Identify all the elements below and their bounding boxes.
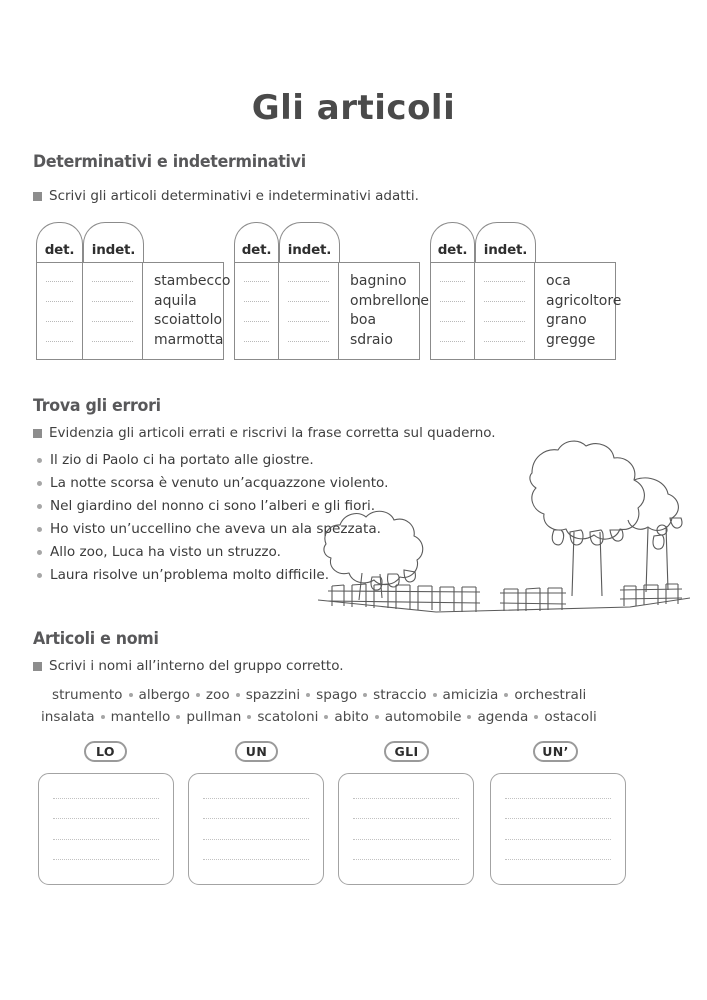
instruction-text: Evidenzia gli articoli errati e riscrivi la frase corretta sul quaderno.: [49, 425, 496, 441]
dot-bullet-icon: [37, 458, 42, 463]
word-item: gregge: [546, 331, 596, 348]
articles-table-2: [234, 222, 429, 360]
write-line[interactable]: [288, 281, 329, 282]
wordbank-word: spazzini: [245, 687, 301, 703]
separator-dot-icon: [176, 715, 180, 719]
write-line[interactable]: [353, 839, 459, 840]
write-line[interactable]: [244, 321, 269, 322]
separator-dot-icon: [129, 693, 133, 697]
write-line[interactable]: [53, 839, 159, 840]
answer-box-un-apostrophe[interactable]: [490, 773, 626, 885]
dot-bullet-icon: [37, 573, 42, 578]
separator-dot-icon: [375, 715, 379, 719]
wordbank-word: agenda: [477, 709, 529, 725]
write-line[interactable]: [244, 281, 269, 282]
word-item: agricoltore: [546, 292, 622, 309]
write-line[interactable]: [440, 281, 465, 282]
separator-dot-icon: [101, 715, 105, 719]
dot-bullet-icon: [37, 527, 42, 532]
instruction-determinativi: [33, 188, 419, 204]
sentence-text: Ho visto un’uccellino che aveva un ala spezzata.: [50, 521, 381, 537]
sentence-text: La notte scorsa è venuto un’acquazzone violento.: [50, 475, 389, 491]
separator-dot-icon: [467, 715, 471, 719]
write-line[interactable]: [505, 839, 611, 840]
wordbank-line-2: [41, 709, 597, 725]
word-item: ombrellone: [350, 292, 429, 309]
wordbank-word: automobile: [384, 709, 462, 725]
write-line[interactable]: [92, 301, 133, 302]
write-line[interactable]: [92, 281, 133, 282]
table-3-words: [535, 263, 622, 359]
separator-dot-icon: [363, 693, 367, 697]
separator-dot-icon: [504, 693, 508, 697]
sentence-item: [37, 567, 329, 583]
separator-dot-icon: [306, 693, 310, 697]
wordbank-word: spago: [316, 687, 358, 703]
section-heading-articoli-nomi: Articoli e nomi: [33, 629, 159, 649]
group-label-gli: GLI: [384, 741, 429, 762]
write-line[interactable]: [53, 818, 159, 819]
answer-box-un[interactable]: [188, 773, 324, 885]
group-label-un-apostrophe: UN’: [533, 741, 578, 762]
table-2-body: [234, 262, 429, 360]
write-line[interactable]: [46, 341, 73, 342]
table-1-col-det[interactable]: [37, 263, 83, 359]
write-line[interactable]: [440, 321, 465, 322]
write-line[interactable]: [440, 341, 465, 342]
write-line[interactable]: [505, 798, 611, 799]
sentence-text: Laura risolve un’problema molto difficile.: [50, 567, 330, 583]
table-1-header-det: det.: [36, 222, 83, 262]
square-bullet-icon: [33, 662, 42, 671]
table-2-col-indet[interactable]: [279, 263, 339, 359]
word-item: marmotta: [154, 331, 224, 348]
table-3-body: [430, 262, 622, 360]
write-line[interactable]: [53, 859, 159, 860]
group-label-un: UN: [235, 741, 278, 762]
separator-dot-icon: [433, 693, 437, 697]
write-line[interactable]: [244, 341, 269, 342]
sentence-item: [37, 544, 281, 560]
write-line[interactable]: [244, 301, 269, 302]
word-item: sdraio: [350, 331, 393, 348]
wordbank-word: strumento: [52, 687, 123, 703]
write-line[interactable]: [288, 321, 329, 322]
wordbank-word: pullman: [186, 709, 242, 725]
write-line[interactable]: [46, 281, 73, 282]
table-3-col-det[interactable]: [431, 263, 475, 359]
word-item: scoiattolo: [154, 312, 223, 328]
group-label-lo: LO: [84, 741, 127, 762]
write-line[interactable]: [484, 301, 525, 302]
wordbank-word: insalata: [41, 709, 95, 725]
section-heading-determinativi: Determinativi e indeterminativi: [33, 152, 306, 172]
trees-and-fence-illustration: [318, 440, 690, 620]
wordbank-word: mantello: [110, 709, 171, 725]
dot-bullet-icon: [37, 481, 42, 486]
word-item: bagnino: [350, 273, 407, 289]
write-line[interactable]: [203, 859, 309, 860]
table-2-col-det[interactable]: [235, 263, 279, 359]
sentence-item: [37, 452, 314, 468]
wordbank-word: amicizia: [442, 687, 499, 703]
wordbank-word: scatoloni: [257, 709, 319, 725]
word-item: grano: [546, 312, 587, 328]
word-item: oca: [546, 273, 571, 289]
word-item: boa: [350, 312, 377, 328]
square-bullet-icon: [33, 192, 42, 201]
write-line[interactable]: [505, 859, 611, 860]
write-line[interactable]: [505, 818, 611, 819]
write-line[interactable]: [203, 818, 309, 819]
wordbank-word: orchestrali: [514, 687, 587, 703]
table-1-words: [143, 263, 231, 359]
dot-bullet-icon: [37, 550, 42, 555]
articles-table-1: [36, 222, 231, 360]
write-line[interactable]: [353, 798, 459, 799]
separator-dot-icon: [247, 715, 251, 719]
instruction-text: Scrivi gli articoli determinativi e indeterminativi adatti.: [49, 188, 419, 204]
wordbank-line-1: [52, 687, 586, 703]
table-2-header-det: det.: [234, 222, 279, 262]
wordbank-word: straccio: [373, 687, 427, 703]
write-line[interactable]: [288, 341, 329, 342]
sentence-text: Allo zoo, Luca ha visto un struzzo.: [50, 544, 281, 560]
write-line[interactable]: [353, 818, 459, 819]
articles-table-3: [430, 222, 622, 360]
table-2-header-indet: indet.: [279, 222, 340, 262]
answer-box-lo[interactable]: [38, 773, 174, 885]
write-line[interactable]: [92, 341, 133, 342]
write-line[interactable]: [484, 281, 525, 282]
write-line[interactable]: [440, 301, 465, 302]
write-line[interactable]: [92, 321, 133, 322]
table-3-col-indet[interactable]: [475, 263, 535, 359]
section-heading-errori: Trova gli errori: [33, 396, 161, 416]
table-3-header-det: det.: [430, 222, 475, 262]
separator-dot-icon: [236, 693, 240, 697]
table-2-words: [339, 263, 429, 359]
write-line[interactable]: [288, 301, 329, 302]
sentence-text: Nel giardino del nonno ci sono l’alberi e gli fiori.: [50, 498, 376, 514]
table-1-body: [36, 262, 231, 360]
wordbank-word: ostacoli: [544, 709, 597, 725]
instruction-articoli-nomi: [33, 658, 344, 674]
wordbank-word: albergo: [138, 687, 190, 703]
wordbank-word: zoo: [205, 687, 230, 703]
separator-dot-icon: [196, 693, 200, 697]
write-line[interactable]: [203, 839, 309, 840]
square-bullet-icon: [33, 429, 42, 438]
table-3-header-indet: indet.: [475, 222, 536, 262]
dot-bullet-icon: [37, 504, 42, 509]
write-line[interactable]: [484, 341, 525, 342]
word-item: aquila: [154, 292, 197, 309]
write-line[interactable]: [203, 798, 309, 799]
separator-dot-icon: [324, 715, 328, 719]
word-item: stambecco: [154, 273, 231, 289]
write-line[interactable]: [53, 798, 159, 799]
table-1-header-indet: indet.: [83, 222, 144, 262]
sentence-text: Il zio di Paolo ci ha portato alle giostre.: [50, 452, 314, 468]
write-line[interactable]: [353, 859, 459, 860]
write-line[interactable]: [46, 301, 73, 302]
instruction-text: Scrivi i nomi all’interno del gruppo corretto.: [49, 658, 344, 674]
answer-box-gli[interactable]: [338, 773, 474, 885]
page-title: Gli articoli: [251, 88, 456, 128]
write-line[interactable]: [46, 321, 73, 322]
instruction-errori: [33, 425, 496, 441]
wordbank-word: abito: [334, 709, 369, 725]
table-1-col-indet[interactable]: [83, 263, 143, 359]
separator-dot-icon: [534, 715, 538, 719]
write-line[interactable]: [484, 321, 525, 322]
